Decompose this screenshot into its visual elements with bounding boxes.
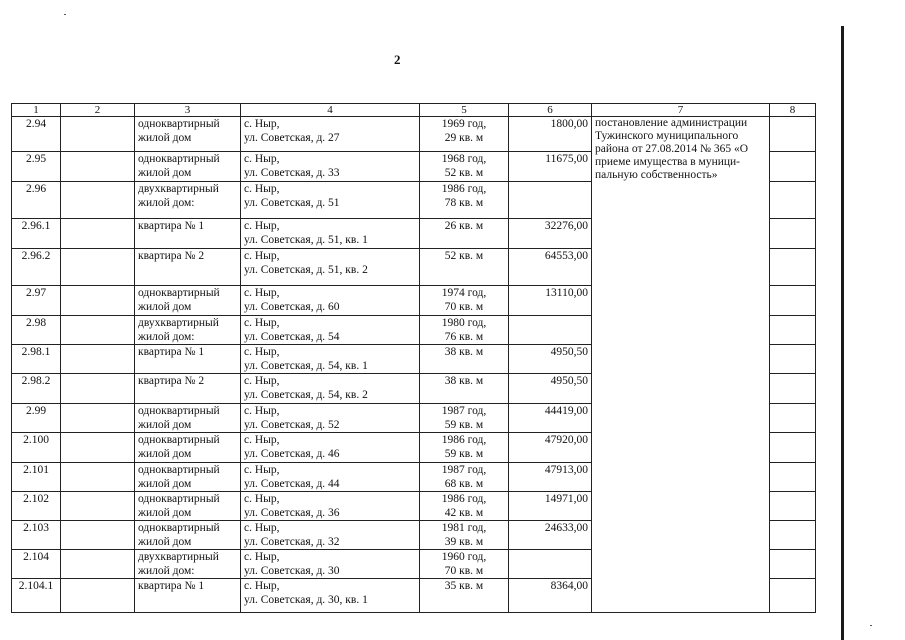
property-type — [135, 182, 241, 219]
year-area — [420, 463, 509, 492]
property-address-line: с. Ныр, — [244, 118, 280, 130]
year-area — [420, 521, 509, 550]
property-type-line: одноквартирный — [138, 522, 220, 534]
property-address-line: с. Ныр, — [244, 551, 280, 563]
property-address-line: с. Ныр, — [244, 375, 280, 387]
empty-cell — [770, 404, 816, 433]
property-address-line: ул. Советская, д. 54, кв. 1 — [244, 360, 368, 372]
property-address — [241, 463, 420, 492]
basis-document — [592, 117, 770, 613]
property-value: 44419,00 — [509, 404, 592, 433]
year-area — [420, 117, 509, 152]
property-address-line: с. Ныр, — [244, 317, 280, 329]
property-type-line: квартира № 2 — [138, 375, 205, 387]
property-value — [509, 316, 592, 345]
property-address — [241, 492, 420, 521]
year-area-line: 1974 год, — [441, 287, 487, 299]
empty-cell — [61, 463, 135, 492]
year-area — [420, 249, 509, 286]
property-address — [241, 579, 420, 613]
property-address-line: ул. Советская, д. 44 — [244, 478, 340, 490]
property-value: 24633,00 — [509, 521, 592, 550]
property-address-line: с. Ныр, — [244, 434, 280, 446]
property-address-line: с. Ныр, — [244, 153, 280, 165]
property-type-line: одноквартирный — [138, 287, 220, 299]
property-type-line: жилой дом — [138, 448, 192, 460]
property-type-line: одноквартирный — [138, 434, 220, 446]
property-address-line: с. Ныр, — [244, 346, 280, 358]
table-row — [12, 117, 816, 152]
property-type-line: жилой дом — [138, 419, 192, 431]
property-type-line: двухквартирный — [138, 183, 219, 195]
year-area-line: 1980 год, — [441, 317, 487, 329]
property-type-line: квартира № 1 — [138, 580, 205, 592]
item-number: 2.94 — [12, 117, 61, 152]
property-address-line: ул. Советская, д. 52 — [244, 419, 340, 431]
property-type-line: жилой дом: — [138, 565, 195, 577]
empty-cell — [770, 579, 816, 613]
item-number: 2.97 — [12, 286, 61, 316]
year-area-line: 1986 год, — [441, 183, 487, 195]
property-type — [135, 345, 241, 374]
property-value: 4950,50 — [509, 374, 592, 404]
property-type-line: квартира № 1 — [138, 220, 205, 232]
year-area-line: 1986 год, — [441, 434, 487, 446]
item-number: 2.99 — [12, 404, 61, 433]
item-number: 2.96 — [12, 182, 61, 219]
property-type — [135, 433, 241, 463]
property-type-line: жилой дом — [138, 507, 192, 519]
item-number: 2.104.1 — [12, 579, 61, 613]
property-type-line: двухквартирный — [138, 551, 219, 563]
property-address-line: ул. Советская, д. 54 — [244, 331, 340, 343]
year-area-line: 39 кв. м — [444, 536, 484, 548]
empty-cell — [61, 374, 135, 404]
item-number: 2.98 — [12, 316, 61, 345]
property-type-line: жилой дом — [138, 478, 192, 490]
property-address-line: ул. Советская, д. 36 — [244, 507, 340, 519]
property-address-line: с. Ныр, — [244, 183, 280, 195]
empty-cell — [61, 345, 135, 374]
basis-document-line: Тужинского муниципального — [595, 130, 739, 142]
property-type-line: одноквартирный — [138, 493, 220, 505]
property-address — [241, 550, 420, 579]
property-type-line: одноквартирный — [138, 153, 220, 165]
empty-cell — [61, 286, 135, 316]
empty-cell — [770, 219, 816, 249]
property-value — [509, 182, 592, 219]
empty-cell — [61, 492, 135, 521]
property-type-line: жилой дом — [138, 167, 192, 179]
year-area-line: 70 кв. м — [444, 301, 484, 313]
property-value: 64553,00 — [509, 249, 592, 286]
item-number: 2.103 — [12, 521, 61, 550]
property-address — [241, 219, 420, 249]
property-type — [135, 316, 241, 345]
empty-cell — [770, 463, 816, 492]
empty-cell — [770, 374, 816, 404]
empty-cell — [61, 182, 135, 219]
property-value: 8364,00 — [509, 579, 592, 613]
property-address-line: с. Ныр, — [244, 580, 280, 592]
property-type — [135, 463, 241, 492]
header-cell: 6 — [509, 104, 592, 117]
item-number: 2.95 — [12, 152, 61, 182]
property-address-line: ул. Советская, д. 51, кв. 2 — [244, 264, 368, 276]
property-address-line: с. Ныр, — [244, 405, 280, 417]
basis-document-line: пальную собственность» — [595, 169, 718, 181]
property-address-line: с. Ныр, — [244, 250, 280, 262]
property-register-table — [11, 103, 816, 613]
property-type — [135, 249, 241, 286]
year-area-line: 38 кв. м — [444, 346, 484, 358]
property-value: 13110,00 — [509, 286, 592, 316]
page-number: 2 — [394, 52, 401, 67]
year-area-line: 59 кв. м — [444, 419, 484, 431]
property-type-line: жилой дом — [138, 132, 192, 144]
property-type — [135, 286, 241, 316]
property-type-line: одноквартирный — [138, 405, 220, 417]
item-number: 2.96.1 — [12, 219, 61, 249]
year-area-line: 52 кв. м — [444, 167, 484, 179]
basis-document-line: района от 27.08.2014 № 365 «О — [595, 143, 749, 155]
scan-edge-bar — [841, 26, 844, 640]
header-cell: 2 — [61, 104, 135, 117]
empty-cell — [770, 117, 816, 152]
empty-cell — [770, 433, 816, 463]
empty-cell — [770, 521, 816, 550]
property-address-line: ул. Советская, д. 27 — [244, 132, 340, 144]
empty-cell — [770, 492, 816, 521]
empty-cell — [61, 117, 135, 152]
year-area-line: 70 кв. м — [444, 565, 484, 577]
property-address — [241, 433, 420, 463]
year-area-line: 1969 год, — [441, 118, 487, 130]
property-address-line: ул. Советская, д. 32 — [244, 536, 340, 548]
property-value: 47920,00 — [509, 433, 592, 463]
property-address-line: с. Ныр, — [244, 493, 280, 505]
year-area — [420, 404, 509, 433]
item-number: 2.96.2 — [12, 249, 61, 286]
empty-cell — [770, 152, 816, 182]
property-type-line: жилой дом — [138, 536, 192, 548]
property-type-line: квартира № 2 — [138, 250, 205, 262]
year-area — [420, 374, 509, 404]
year-area-line: 59 кв. м — [444, 448, 484, 460]
year-area-line: 42 кв. м — [444, 507, 484, 519]
property-address-line: ул. Советская, д. 51 — [244, 197, 340, 209]
item-number: 2.104 — [12, 550, 61, 579]
item-number: 2.98.2 — [12, 374, 61, 404]
property-address — [241, 249, 420, 286]
property-address — [241, 286, 420, 316]
year-area-line: 52 кв. м — [444, 250, 484, 262]
property-type-line: одноквартирный — [138, 464, 220, 476]
property-address-line: ул. Советская, д. 60 — [244, 301, 340, 313]
property-value — [509, 550, 592, 579]
year-area-line: 1968 год, — [441, 153, 487, 165]
item-number: 2.101 — [12, 463, 61, 492]
header-cell: 3 — [135, 104, 241, 117]
year-area-line: 26 кв. м — [444, 220, 484, 232]
property-type — [135, 550, 241, 579]
property-address — [241, 374, 420, 404]
property-address — [241, 316, 420, 345]
property-value: 11675,00 — [509, 152, 592, 182]
property-address — [241, 404, 420, 433]
property-type — [135, 152, 241, 182]
property-type-line: жилой дом — [138, 301, 192, 313]
property-address — [241, 152, 420, 182]
property-address-line: с. Ныр, — [244, 220, 280, 232]
year-area — [420, 345, 509, 374]
year-area-line: 78 кв. м — [444, 197, 484, 209]
property-type — [135, 219, 241, 249]
year-area-line: 1987 год, — [441, 405, 487, 417]
property-type — [135, 521, 241, 550]
empty-cell — [61, 152, 135, 182]
property-address — [241, 117, 420, 152]
header-row — [12, 104, 816, 117]
property-address-line: ул. Советская, д. 30 — [244, 565, 340, 577]
year-area — [420, 550, 509, 579]
property-value: 14971,00 — [509, 492, 592, 521]
empty-cell — [61, 404, 135, 433]
property-address-line: ул. Советская, д. 30, кв. 1 — [244, 594, 368, 606]
empty-cell — [770, 286, 816, 316]
year-area-line: 38 кв. м — [444, 375, 484, 387]
year-area — [420, 492, 509, 521]
property-address — [241, 521, 420, 550]
year-area — [420, 182, 509, 219]
header-cell: 5 — [420, 104, 509, 117]
basis-document-line: приеме имущества в муници- — [595, 156, 741, 168]
property-address-line: с. Ныр, — [244, 287, 280, 299]
empty-cell — [61, 219, 135, 249]
item-number: 2.98.1 — [12, 345, 61, 374]
empty-cell — [770, 345, 816, 374]
year-area-line: 1986 год, — [441, 493, 487, 505]
empty-cell — [61, 579, 135, 613]
property-type-line: квартира № 1 — [138, 346, 205, 358]
property-type — [135, 404, 241, 433]
property-type-line: двухквартирный — [138, 317, 219, 329]
property-type-line: жилой дом: — [138, 331, 195, 343]
property-address — [241, 345, 420, 374]
property-value: 47913,00 — [509, 463, 592, 492]
empty-cell — [61, 433, 135, 463]
empty-cell — [61, 316, 135, 345]
year-area — [420, 219, 509, 249]
empty-cell — [770, 316, 816, 345]
property-value: 4950,50 — [509, 345, 592, 374]
header-cell: 4 — [241, 104, 420, 117]
empty-cell — [61, 249, 135, 286]
year-area — [420, 316, 509, 345]
property-type — [135, 374, 241, 404]
property-address-line: ул. Советская, д. 46 — [244, 448, 340, 460]
year-area-line: 1981 год, — [441, 522, 487, 534]
property-address-line: с. Ныр, — [244, 464, 280, 476]
property-address-line: ул. Советская, д. 51, кв. 1 — [244, 234, 368, 246]
property-type — [135, 579, 241, 613]
property-address — [241, 182, 420, 219]
item-number: 2.100 — [12, 433, 61, 463]
empty-cell — [61, 521, 135, 550]
year-area — [420, 152, 509, 182]
year-area-line: 76 кв. м — [444, 331, 484, 343]
header-cell: 7 — [592, 104, 770, 117]
property-address-line: ул. Советская, д. 33 — [244, 167, 340, 179]
year-area-line: 1987 год, — [441, 464, 487, 476]
year-area-line: 68 кв. м — [444, 478, 484, 490]
property-address-line: с. Ныр, — [244, 522, 280, 534]
property-address-line: ул. Советская, д. 54, кв. 2 — [244, 389, 368, 401]
property-value: 1800,00 — [509, 117, 592, 152]
property-value: 32276,00 — [509, 219, 592, 249]
empty-cell — [770, 182, 816, 219]
basis-document-line: постановление администрации — [595, 117, 748, 129]
property-type — [135, 492, 241, 521]
year-area — [420, 433, 509, 463]
year-area-line: 1960 год, — [441, 551, 487, 563]
year-area-line: 35 кв. м — [444, 580, 484, 592]
year-area-line: 29 кв. м — [444, 132, 484, 144]
item-number: 2.102 — [12, 492, 61, 521]
empty-cell — [770, 249, 816, 286]
scan-speck — [870, 625, 872, 626]
header-cell: 1 — [12, 104, 61, 117]
property-type-line: одноквартирный — [138, 118, 220, 130]
empty-cell — [770, 550, 816, 579]
year-area — [420, 286, 509, 316]
property-type-line: жилой дом: — [138, 197, 195, 209]
empty-cell — [61, 550, 135, 579]
year-area — [420, 579, 509, 613]
scan-speck — [64, 14, 66, 15]
header-cell: 8 — [770, 104, 816, 117]
property-type — [135, 117, 241, 152]
